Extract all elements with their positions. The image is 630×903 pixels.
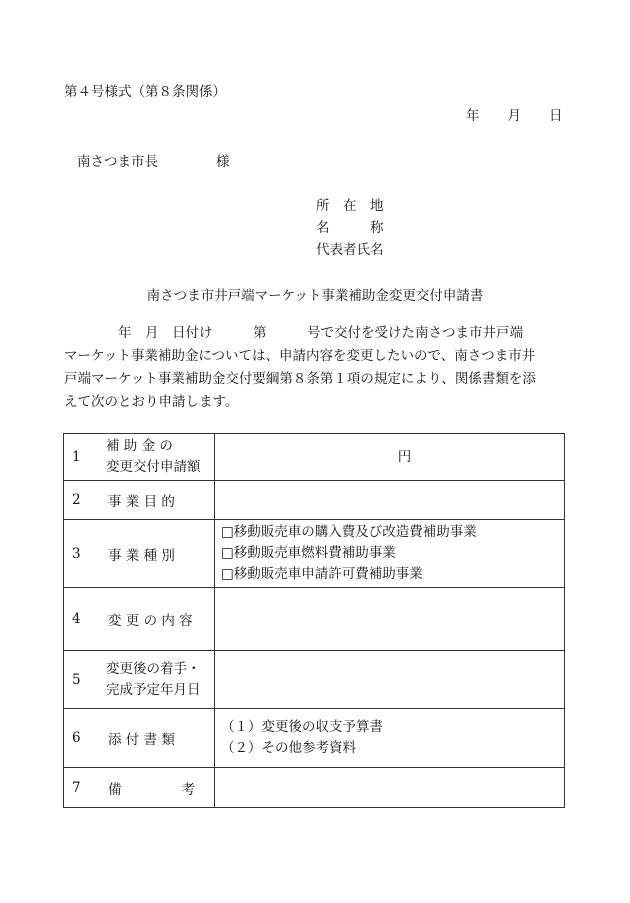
table-row <box>64 434 565 481</box>
business-type-cell <box>215 520 565 588</box>
row-number: 5 <box>72 671 81 688</box>
table-row <box>64 588 565 651</box>
applicant-representative-label: 代表者氏名 <box>316 242 384 258</box>
row-label <box>64 434 215 481</box>
body-line: えて次のとおり申請します。 <box>64 394 239 410</box>
addressee <box>77 150 230 170</box>
checkbox-option[interactable]: □移動販売車申請許可費補助事業 <box>221 566 423 582</box>
row-label <box>64 768 215 808</box>
row-number: 4 <box>72 611 81 627</box>
date-month: 月 <box>507 108 521 124</box>
form-number: 第４号様式（第８条関係） <box>64 84 226 100</box>
row-label-line: 完成予定年月日 <box>106 681 201 698</box>
addressee-name: 南さつま市長 <box>77 154 158 170</box>
applicant-address-label: 所 在 地 <box>316 198 384 214</box>
document-title: 南さつま市井戸端マーケット事業補助金変更交付申請書 <box>146 288 484 304</box>
row-number: 2 <box>72 492 81 508</box>
row-label <box>64 481 215 520</box>
table-row <box>64 709 565 768</box>
row-number: 3 <box>72 545 81 562</box>
date-line <box>466 104 563 124</box>
addressee-honorific: 様 <box>216 154 230 170</box>
row-label-text: 添 付 書 類 <box>108 732 175 748</box>
business-purpose-cell[interactable] <box>215 481 565 520</box>
application-body <box>64 322 570 414</box>
attachments-cell <box>215 709 565 768</box>
schedule-date-cell[interactable] <box>215 651 565 709</box>
table-row <box>64 481 565 520</box>
checkbox-option[interactable]: □移動販売車の購入費及び改造費補助事業 <box>221 524 477 540</box>
row-label <box>64 709 215 768</box>
row-label-text-b: 考 <box>181 781 195 798</box>
row-label-line: 変更後の着手・ <box>106 660 201 677</box>
row-label-text: 事 業 種 別 <box>108 547 175 564</box>
row-label <box>64 651 215 709</box>
subsidy-amount-cell[interactable]: 円 <box>215 434 565 481</box>
row-label-text: 事 業 目 的 <box>108 494 175 510</box>
row-label-line: 変更交付申請額 <box>106 459 201 475</box>
checkbox-option[interactable]: □移動販売車燃料費補助事業 <box>221 545 396 561</box>
remarks-cell[interactable] <box>215 768 565 808</box>
date-year: 年 <box>466 108 480 124</box>
attachment-item: （２）その他参考資料 <box>221 740 356 756</box>
body-line: 年 月 日付け 第 号で交付を受けた南さつま市井戸端 <box>64 325 523 341</box>
table-row <box>64 520 565 588</box>
row-label-text-a: 備 <box>108 781 122 798</box>
row-label <box>64 520 215 588</box>
row-number: 7 <box>72 779 81 796</box>
application-table <box>63 433 565 808</box>
row-label-text: 変 更 の 内 容 <box>108 613 193 629</box>
row-number: 1 <box>72 449 81 465</box>
change-details-cell[interactable] <box>215 588 565 651</box>
row-label-line: 補 助 金 の <box>106 438 173 454</box>
body-line: 戸端マーケット事業補助金交付要綱第８条第１項の規定により、関係書類を添 <box>64 371 536 387</box>
body-line: マーケット事業補助金については、申請内容を変更したいので、南さつま市井 <box>64 348 536 364</box>
row-label <box>64 588 215 651</box>
date-day: 日 <box>549 108 563 124</box>
attachment-item: （１）変更後の収支予算書 <box>221 719 383 735</box>
table-row <box>64 651 565 709</box>
applicant-name-label: 名 称 <box>316 220 384 236</box>
row-number: 6 <box>72 730 81 746</box>
table-row <box>64 768 565 808</box>
